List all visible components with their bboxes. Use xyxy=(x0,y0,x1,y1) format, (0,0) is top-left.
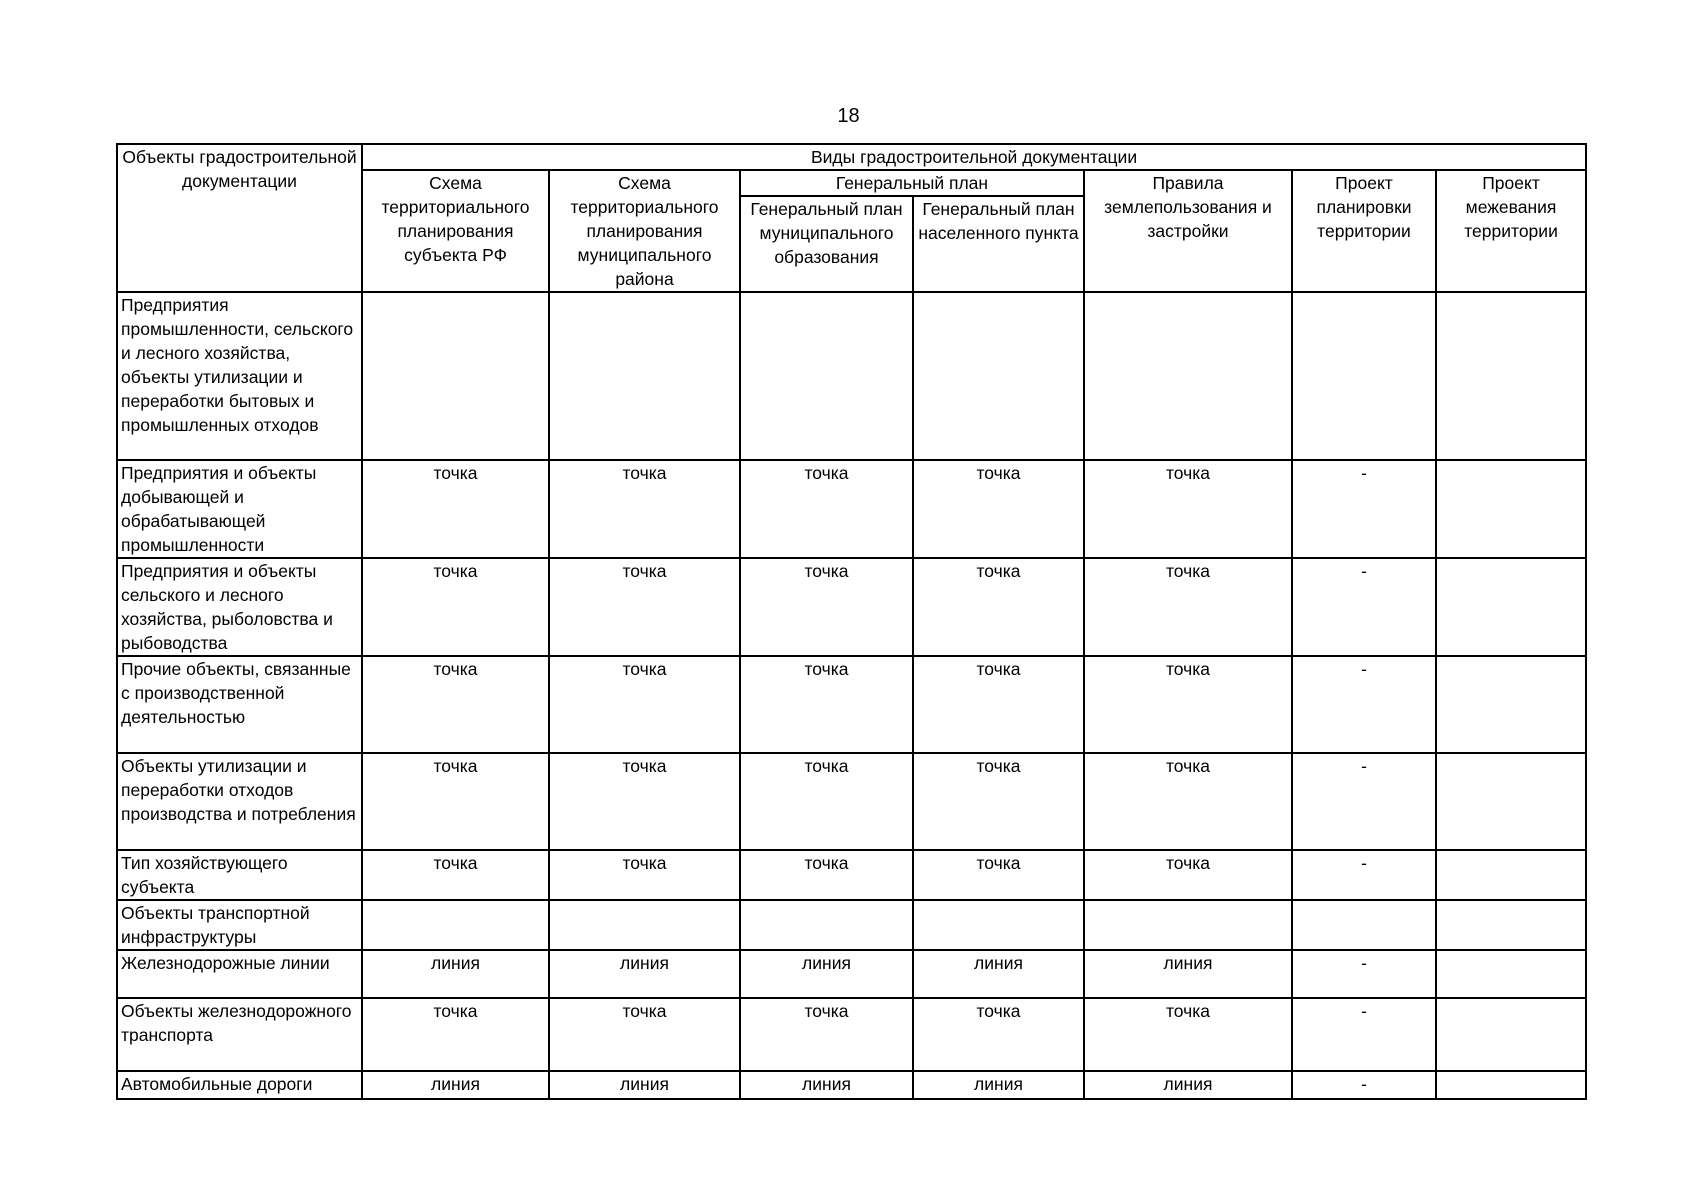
cell-ppt: - xyxy=(1292,1071,1436,1099)
header-gp-mo: Генеральный план муниципального образования xyxy=(740,196,913,292)
cell-ppt xyxy=(1292,292,1436,460)
documentation-table xyxy=(116,143,1587,1100)
cell-gp-np: точка xyxy=(913,998,1084,1071)
cell-gp-np xyxy=(913,900,1084,950)
cell-gp-mo xyxy=(740,900,913,950)
cell-pzz xyxy=(1084,292,1292,460)
cell-pzz: линия xyxy=(1084,950,1292,998)
cell-schema-rf: точка xyxy=(362,998,549,1071)
row-object: Предприятия промышленности, сельского и лесного хозяйства, объекты утилизации и переработки бытовых и промышленных отходов xyxy=(117,292,362,460)
cell-schema-rf: точка xyxy=(362,558,549,656)
cell-schema-mr: точка xyxy=(549,558,740,656)
cell-pmt xyxy=(1436,950,1586,998)
header-gp-np: Генеральный план населенного пункта xyxy=(913,196,1084,292)
cell-gp-np: точка xyxy=(913,656,1084,753)
cell-schema-rf: точка xyxy=(362,753,549,850)
header-objects: Объекты градостроительной документации xyxy=(117,144,362,292)
cell-gp-mo: точка xyxy=(740,850,913,900)
table-row xyxy=(117,460,1586,558)
cell-schema-mr xyxy=(549,900,740,950)
header-pmt: Проект межевания территории xyxy=(1436,170,1586,292)
cell-gp-np: точка xyxy=(913,753,1084,850)
table-row xyxy=(117,950,1586,998)
cell-gp-mo xyxy=(740,292,913,460)
cell-ppt: - xyxy=(1292,850,1436,900)
cell-pzz: точка xyxy=(1084,656,1292,753)
cell-schema-mr: точка xyxy=(549,753,740,850)
row-object: Предприятия и объекты добывающей и обрабатывающей промышленности xyxy=(117,460,362,558)
cell-schema-rf xyxy=(362,900,549,950)
header-schema-mr: Схема территориального планирования муниципального района xyxy=(549,170,740,292)
cell-gp-np: линия xyxy=(913,1071,1084,1099)
cell-ppt: - xyxy=(1292,656,1436,753)
cell-pmt xyxy=(1436,900,1586,950)
row-object: Объекты железнодорожного транспорта xyxy=(117,998,362,1071)
cell-schema-mr: линия xyxy=(549,950,740,998)
cell-pmt xyxy=(1436,753,1586,850)
cell-pmt xyxy=(1436,1071,1586,1099)
cell-schema-rf: точка xyxy=(362,460,549,558)
cell-pmt xyxy=(1436,656,1586,753)
table-row xyxy=(117,558,1586,656)
table-row xyxy=(117,656,1586,753)
row-object: Прочие объекты, связанные с производственной деятельностью xyxy=(117,656,362,753)
cell-gp-np: точка xyxy=(913,850,1084,900)
cell-schema-rf: линия xyxy=(362,950,549,998)
row-object: Объекты утилизации и переработки отходов производства и потребления xyxy=(117,753,362,850)
table-row xyxy=(117,1071,1586,1099)
page-number: 18 xyxy=(837,105,860,127)
cell-schema-mr: точка xyxy=(549,460,740,558)
cell-pzz xyxy=(1084,900,1292,950)
cell-gp-np: точка xyxy=(913,558,1084,656)
cell-pzz: точка xyxy=(1084,753,1292,850)
row-object: Предприятия и объекты сельского и лесного хозяйства, рыболовства и рыбоводства xyxy=(117,558,362,656)
table-row xyxy=(117,850,1586,900)
cell-gp-mo: точка xyxy=(740,753,913,850)
header-pzz: Правила землепользования и застройки xyxy=(1084,170,1292,292)
table-row xyxy=(117,292,1586,460)
cell-schema-rf: точка xyxy=(362,656,549,753)
row-object: Железнодорожные линии xyxy=(117,950,362,998)
cell-gp-mo: точка xyxy=(740,998,913,1071)
cell-pzz: точка xyxy=(1084,558,1292,656)
cell-schema-mr: точка xyxy=(549,850,740,900)
cell-ppt: - xyxy=(1292,753,1436,850)
cell-pmt xyxy=(1436,998,1586,1071)
cell-pzz: точка xyxy=(1084,998,1292,1071)
row-object: Тип хозяйствующего субъекта xyxy=(117,850,362,900)
cell-gp-np: точка xyxy=(913,460,1084,558)
cell-pmt xyxy=(1436,850,1586,900)
cell-ppt: - xyxy=(1292,558,1436,656)
row-object: Объекты транспортной инфраструктуры xyxy=(117,900,362,950)
cell-schema-rf: линия xyxy=(362,1071,549,1099)
table-row xyxy=(117,753,1586,850)
table-row xyxy=(117,900,1586,950)
header-doc-types: Виды градостроительной документации xyxy=(362,144,1586,170)
cell-schema-rf: точка xyxy=(362,850,549,900)
cell-pzz: линия xyxy=(1084,1071,1292,1099)
cell-schema-mr xyxy=(549,292,740,460)
cell-pmt xyxy=(1436,292,1586,460)
cell-ppt xyxy=(1292,900,1436,950)
cell-schema-rf xyxy=(362,292,549,460)
cell-schema-mr: линия xyxy=(549,1071,740,1099)
cell-pzz: точка xyxy=(1084,850,1292,900)
cell-ppt: - xyxy=(1292,998,1436,1071)
header-schema-rf: Схема территориального планирования субъекта РФ xyxy=(362,170,549,292)
row-object: Автомобильные дороги xyxy=(117,1071,362,1099)
header-general-plan: Генеральный план xyxy=(740,170,1084,196)
cell-gp-mo: линия xyxy=(740,950,913,998)
cell-gp-mo: точка xyxy=(740,460,913,558)
cell-gp-mo: точка xyxy=(740,656,913,753)
cell-schema-mr: точка xyxy=(549,656,740,753)
table-row xyxy=(117,998,1586,1071)
cell-ppt: - xyxy=(1292,460,1436,558)
cell-pmt xyxy=(1436,558,1586,656)
cell-gp-mo: линия xyxy=(740,1071,913,1099)
cell-gp-mo: точка xyxy=(740,558,913,656)
cell-gp-np xyxy=(913,292,1084,460)
cell-ppt: - xyxy=(1292,950,1436,998)
cell-schema-mr: точка xyxy=(549,998,740,1071)
cell-gp-np: линия xyxy=(913,950,1084,998)
cell-pmt xyxy=(1436,460,1586,558)
header-ppt: Проект планировки территории xyxy=(1292,170,1436,292)
cell-pzz: точка xyxy=(1084,460,1292,558)
